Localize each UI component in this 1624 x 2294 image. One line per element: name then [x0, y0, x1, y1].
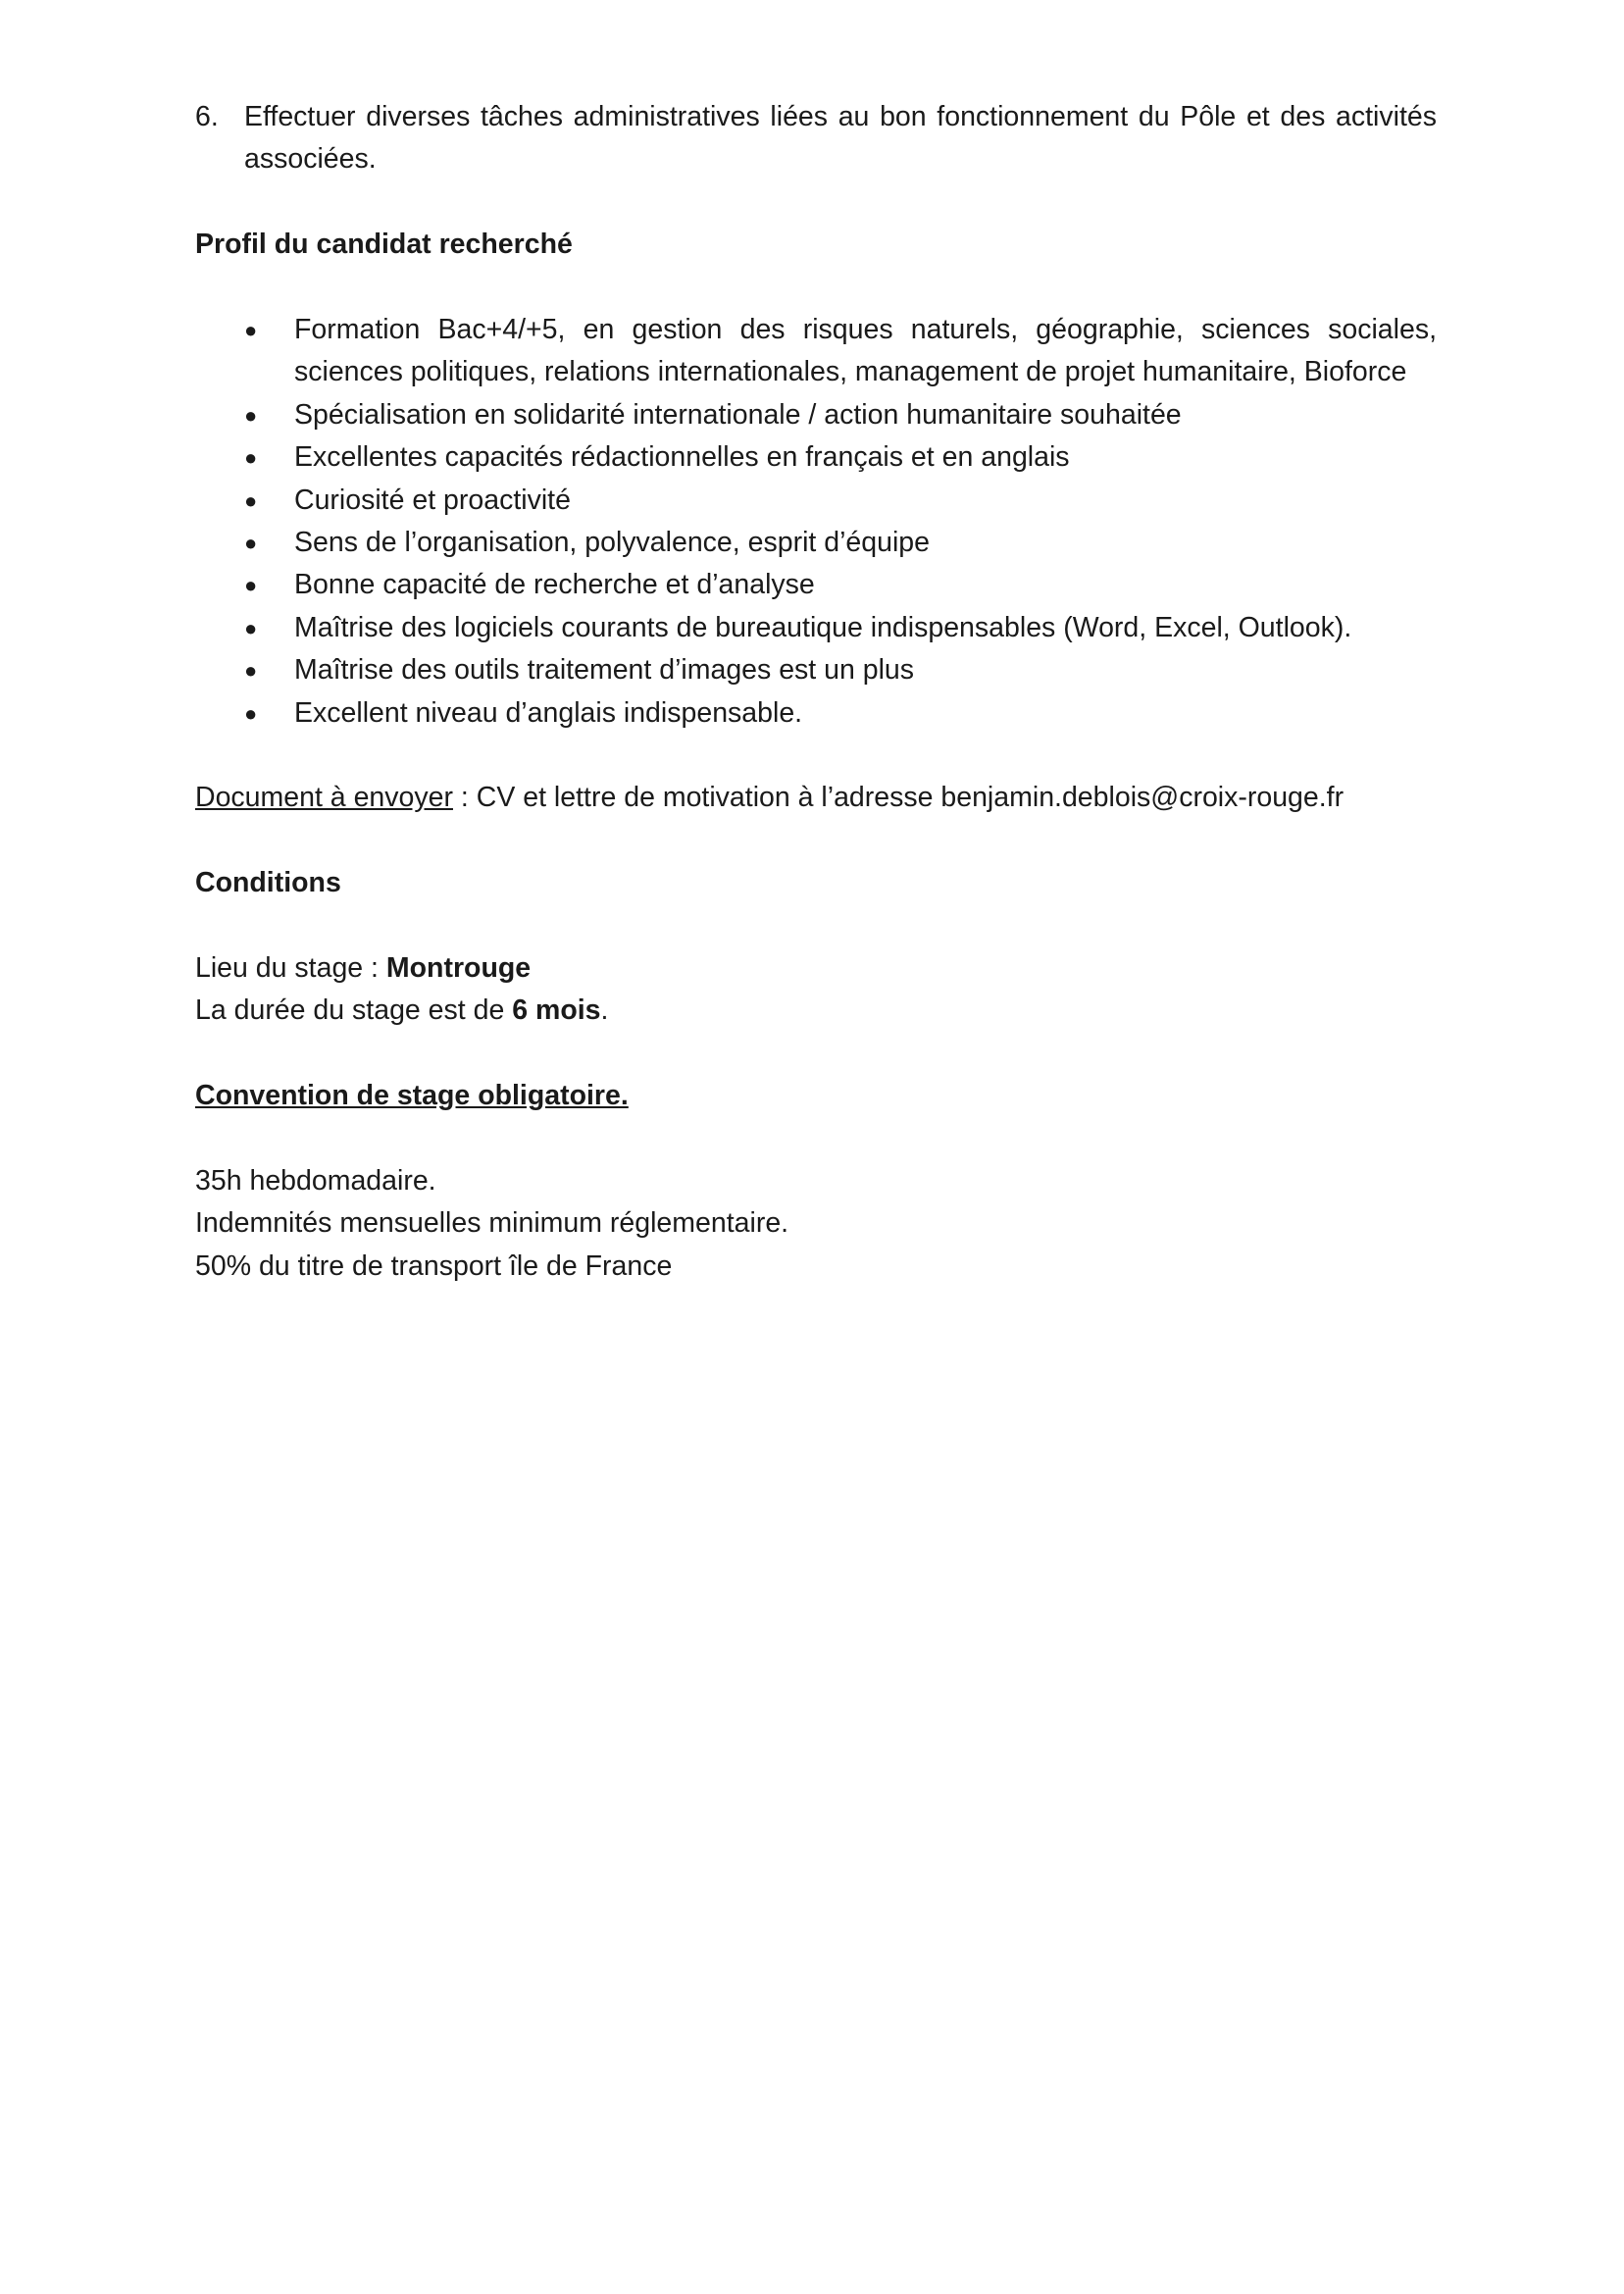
list-item: ● Excellent niveau d’anglais indispensable.	[195, 692, 1437, 735]
location-value: Montrouge	[385, 952, 532, 985]
duration-line	[195, 990, 1437, 1032]
bullet-icon: ●	[244, 487, 258, 513]
bullet-icon: ●	[244, 573, 258, 598]
list-item: ● Excellentes capacités rédactionnelles en français et en anglais	[195, 436, 1437, 479]
numbered-item-6	[195, 96, 1437, 181]
application-line	[195, 777, 1437, 819]
profile-list	[195, 309, 1437, 735]
bullet-icon: ●	[244, 615, 258, 640]
list-item: ● Sens de l’organisation, polyvalence, esprit d’équipe	[195, 522, 1437, 564]
list-item: ● Maîtrise des logiciels courants de bureautique indispensables (Word, Excel, Outlook).	[195, 607, 1437, 649]
bullet-icon: ●	[244, 531, 258, 556]
duration-value: 6 mois	[512, 994, 601, 1027]
document-page	[195, 96, 1437, 1288]
duration-prefix: La durée du stage est de	[195, 994, 513, 1027]
bullet-icon: ●	[244, 318, 258, 342]
spacer	[195, 181, 1437, 224]
location-line	[195, 947, 1437, 990]
profile-heading: Profil du candidat recherché	[195, 229, 573, 261]
application-label: Document à envoyer	[195, 782, 453, 814]
spacer	[195, 820, 1437, 862]
conditions-heading: Conditions	[195, 867, 341, 899]
application-text: : CV et lettre de motivation à l’adresse benjamin.deblois@croix-rouge.fr	[452, 782, 1345, 814]
list-item: ● Bonne capacité de recherche et d’analyse	[195, 564, 1437, 606]
spacer	[195, 1033, 1437, 1075]
bullet-icon: ●	[244, 445, 258, 471]
spacer	[195, 735, 1437, 777]
bullet-icon: ●	[244, 700, 258, 726]
location-label: Lieu du stage :	[195, 952, 386, 985]
spacer	[195, 905, 1437, 947]
detail-line: 50% du titre de transport île de France	[195, 1249, 673, 1282]
item-text: Effectuer diverses tâches administratives liées au bon fonctionnement du Pôle et des activités associées.	[244, 101, 1437, 176]
duration-suffix: .	[600, 994, 609, 1027]
spacer	[195, 1118, 1437, 1160]
list-item: ● Formation Bac+4/+5, en gestion des risques naturels, géographie, sciences sociales, sciences politiques, relations internationales, management de projet humanitaire, Bioforce	[195, 309, 1437, 394]
detail-line: 35h hebdomadaire.	[195, 1165, 436, 1198]
spacer	[195, 267, 1437, 309]
list-item: ● Curiosité et proactivité	[195, 480, 1437, 522]
detail-line: Indemnités mensuelles minimum réglementaire.	[195, 1207, 789, 1240]
bullet-icon: ●	[244, 402, 258, 428]
item-number: 6.	[195, 101, 219, 132]
bullet-icon: ●	[244, 658, 258, 684]
convention-heading: Convention de stage obligatoire.	[195, 1080, 629, 1112]
list-item: ● Maîtrise des outils traitement d’images est un plus	[195, 649, 1437, 691]
list-item: ● Spécialisation en solidarité internationale / action humanitaire souhaitée	[195, 394, 1437, 436]
